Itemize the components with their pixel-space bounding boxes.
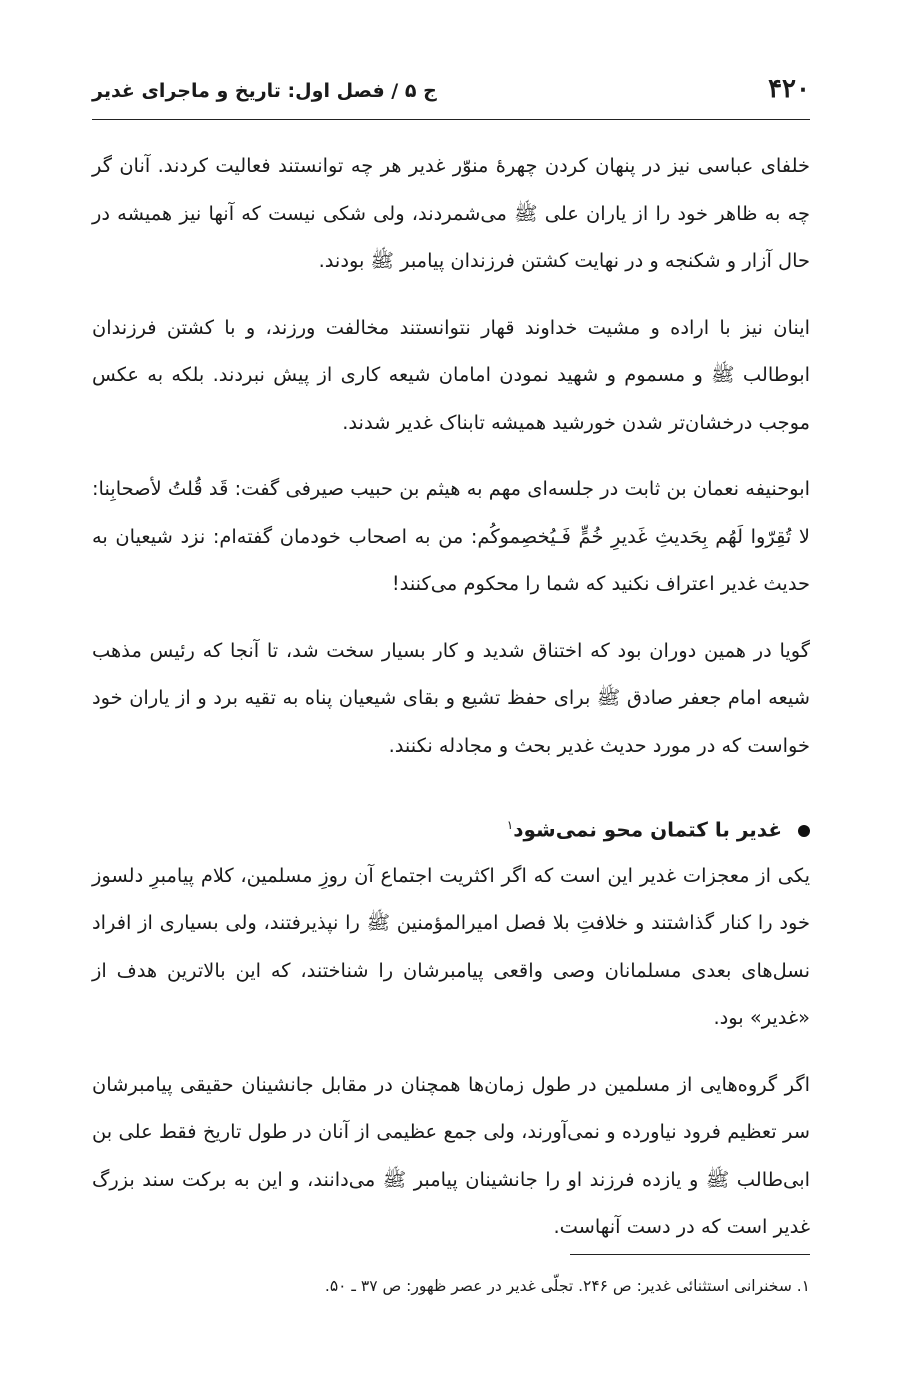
section-heading-text: غدیر با کتمان محو نمی‌شود [513,817,782,842]
page-body [92,142,810,1270]
footnote-divider [570,1254,810,1255]
footnote: ۱. سخنرانی استثنائی غدیر: ص ۲۴۶. تجلّی غدیر در عصر ظهور: ص ۳۷ ـ ۵۰. [324,1277,810,1295]
paragraph: یکی از معجزات غدیر این است که اگر اکثریت اجتماع آن روزِ مسلمین، کلام پیامبرِ دلسوز خود را کنار گذاشتند و خلافتِ بلا فصل امیرالمؤمنین ﷺ را نپذیرفتند، ولی بسیاری از افراد نسل‌های بعدی مسلمانان وصی واقعی پیامبرشان را شناختند، که این بالاترین هدف از «غدیر» بود. [92,863,810,1030]
page-header [92,66,810,114]
paragraph: خلفای عباسی نیز در پنهان کردن چهرهٔ منوّر غدیر هر چه توانستند فعالیت کردند. آنان گر چه به ظاهر خود را از یاران علی ﷺ می‌شمردند، ولی شکی نیست که آنها نیز همیشه در حال آزار و شکنجه و در نهایت کشتن فرزندان پیامبر ﷺ بودند. [92,154,810,272]
paragraph: اگر گروه‌هایی از مسلمین در طول زمان‌ها همچنان در مقابل جانشینان حقیقی پیامبرشان سر تعظیم فرود نیاورده و نمی‌آورند، ولی جمع عظیمی از آنان در طول تاریخ فقط علی بن ابی‌طالب ﷺ و یازده فرزند او را جانشینان پیامبر ﷺ می‌دانند، و این به برکت سند بزرگ غدیر است که در دست آنهاست. [92,1072,810,1239]
paragraph: گویا در همین دوران بود که اختناق شدید و کار بسیار سخت شد، تا آنجا که رئیس مذهب شیعه امام جعفر صادق ﷺ برای حفظ تشیع و بقای شیعیان پناه به تقیه برد و از یاران خود خواست که در مورد حدیث غدیر بحث و مجادله نکنند. [92,638,810,757]
bullet-icon [798,825,810,837]
paragraph: اینان نیز با اراده و مشیت خداوند قهار نتوانستند مخالفت ورزند، و با کشتن فرزندان ابوطالب ﷺ و مسموم و شهید نمودن امامان شیعه کاری از پیش نبردند. بلکه به عکس موجب درخشان‌تر شدن خورشید همیشه تابناک غدیر شدند. [92,315,810,434]
page-number: ۴۲۰ [768,74,810,104]
header-divider [92,119,810,120]
paragraph: ابوحنیفه نعمان بن ثابت در جلسه‌ای مهم به هیثم بن حبیب صیرفی گفت: قَد قُلتُ لأصحابِنا: لا تُقِرّوا لَهُم بِحَديثِ غَديرِ خُمٍّ فَـيُخصِموكُم: من به اصحاب خودمان گفته‌ام: نزد شیعیان به حدیث غدیر اعتراف نکنید که شما را محکوم می‌کنند! [92,477,810,595]
section-heading [92,803,810,852]
running-title: ج ۵ / فصل اول: تاریخ و ماجرای غدیر [92,80,437,102]
book-page [92,0,810,1390]
footnote-marker: ۱ [506,818,514,832]
